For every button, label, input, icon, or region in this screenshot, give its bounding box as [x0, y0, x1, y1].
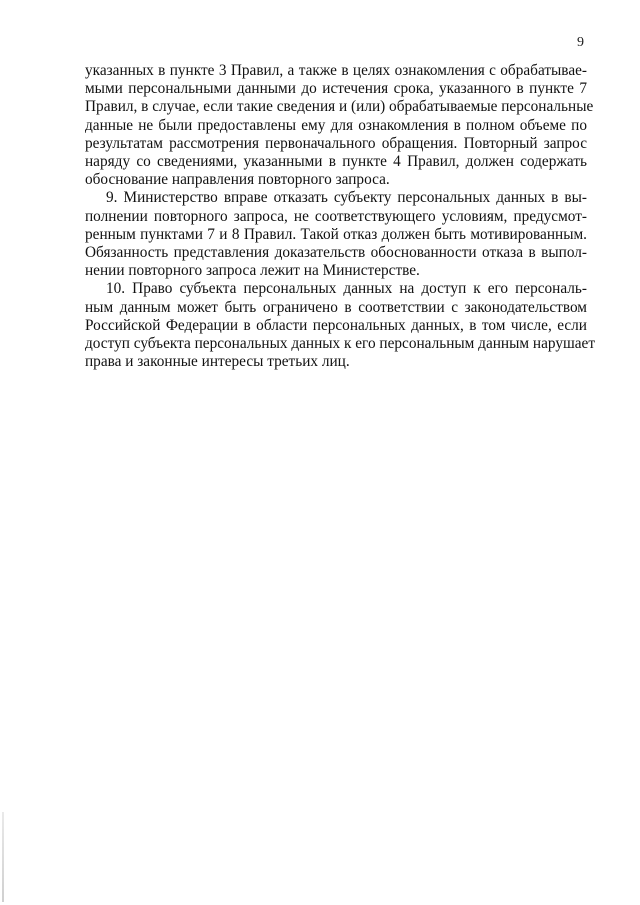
text-line: мыми персональными данными до истечения срока, указанного в пункте 7 [85, 80, 587, 98]
paragraph-continuation [85, 62, 594, 189]
text-line: Обязанность представления доказательств обоснованности отказа в выпол- [85, 244, 587, 262]
text-line: результатам рассмотрения первоначального обращения. Повторный запрос [85, 134, 587, 152]
text-line: Российской Федерации в области персональных данных, в том числе, если [85, 316, 587, 334]
text-line: права и законные интересы третьих лиц. [85, 353, 350, 371]
text-line: указанных в пункте 3 Правил, а также в целях ознакомления с обрабатывае- [85, 62, 587, 79]
scan-edge-mark [2, 812, 4, 902]
paragraph-item-9 [85, 189, 587, 280]
paragraph-item-10 [85, 280, 596, 371]
text-line: 9. Министерство вправе отказать субъекту персональных данных в вы- [106, 189, 587, 207]
page-number: 9 [577, 35, 584, 50]
text-line: нении повторного запроса лежит на Министерстве. [85, 262, 420, 280]
document-body [85, 62, 596, 371]
text-line: ным данным может быть ограничено в соответствии с законодательством [85, 298, 587, 316]
text-line: 10. Право субъекта персональных данных на доступ к его персональ- [106, 280, 587, 298]
text-line: ренным пунктами 7 и 8 Правил. Такой отказ должен быть мотивированным. [85, 225, 587, 243]
text-line: Правил, в случае, если такие сведения и (или) обрабатываемые персональные [85, 98, 594, 116]
text-line: данные не были предоставлены ему для ознакомления в полном объеме по [85, 116, 587, 134]
text-line: полнении повторного запроса, не соответствующего условиям, предусмот- [85, 207, 587, 225]
text-line: наряду со сведениями, указанными в пункте 4 Правил, должен содержать [85, 153, 587, 171]
text-line: обоснование направления повторного запроса. [85, 171, 390, 189]
text-line: доступ субъекта персональных данных к его персональным данным нарушает [85, 335, 596, 353]
